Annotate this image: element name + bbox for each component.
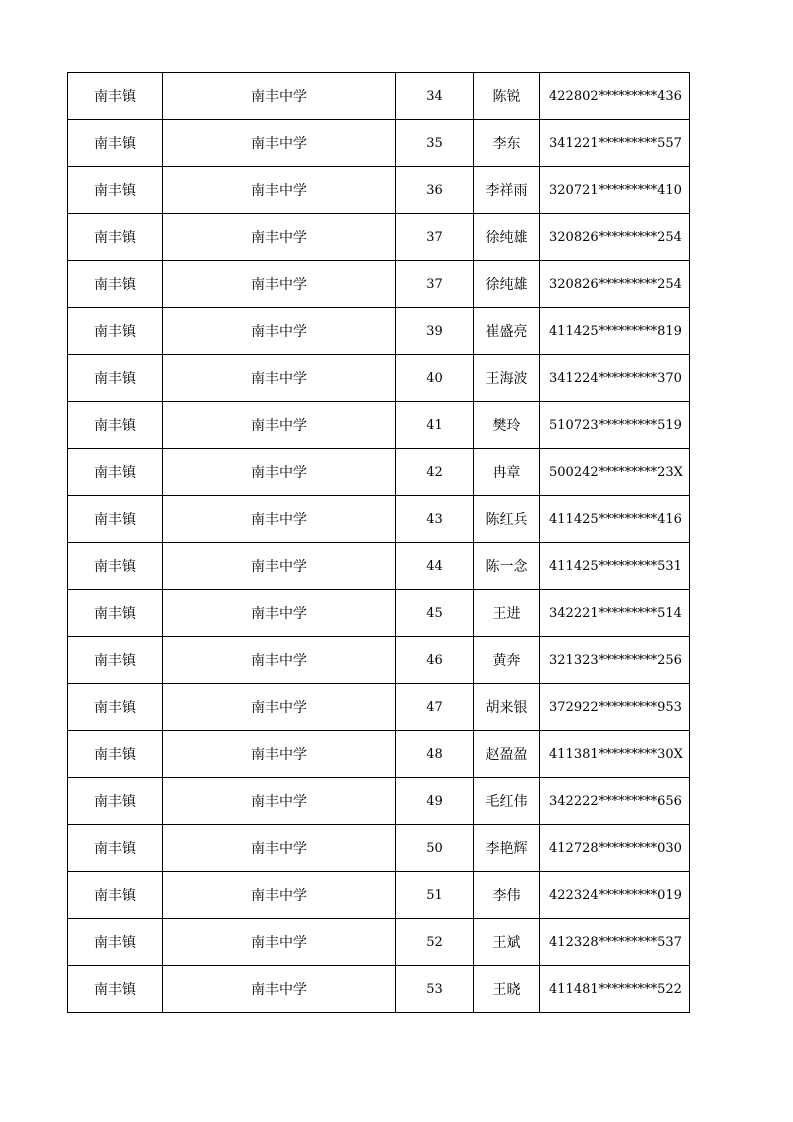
- table-row: [68, 778, 690, 825]
- school-cell: 南丰中学: [163, 308, 396, 355]
- seq-number-cell: 42: [396, 449, 474, 496]
- seq-number-cell: 46: [396, 637, 474, 684]
- name-cell: 陈锐: [474, 73, 540, 120]
- id-number-cell: 422802*********436: [540, 73, 690, 120]
- school-cell: 南丰中学: [163, 543, 396, 590]
- id-number-cell: 320826*********254: [540, 261, 690, 308]
- table-row: [68, 825, 690, 872]
- school-cell: 南丰中学: [163, 966, 396, 1013]
- name-cell: 王海波: [474, 355, 540, 402]
- seq-number-cell: 51: [396, 872, 474, 919]
- school-cell: 南丰中学: [163, 214, 396, 261]
- table-row: [68, 872, 690, 919]
- town-cell: 南丰镇: [68, 872, 163, 919]
- id-number-cell: 342222*********656: [540, 778, 690, 825]
- school-cell: 南丰中学: [163, 872, 396, 919]
- table-row: [68, 261, 690, 308]
- table-row: [68, 214, 690, 261]
- id-number-cell: 411481*********522: [540, 966, 690, 1013]
- id-number-cell: 320721*********410: [540, 167, 690, 214]
- town-cell: 南丰镇: [68, 120, 163, 167]
- table-row: [68, 73, 690, 120]
- town-cell: 南丰镇: [68, 919, 163, 966]
- seq-number-cell: 50: [396, 825, 474, 872]
- town-cell: 南丰镇: [68, 590, 163, 637]
- name-cell: 王晓: [474, 966, 540, 1013]
- seq-number-cell: 34: [396, 73, 474, 120]
- name-cell: 赵盈盈: [474, 731, 540, 778]
- id-number-cell: 412728*********030: [540, 825, 690, 872]
- seq-number-cell: 37: [396, 261, 474, 308]
- seq-number-cell: 37: [396, 214, 474, 261]
- school-cell: 南丰中学: [163, 731, 396, 778]
- seq-number-cell: 45: [396, 590, 474, 637]
- town-cell: 南丰镇: [68, 73, 163, 120]
- name-cell: 李伟: [474, 872, 540, 919]
- name-cell: 徐纯雄: [474, 214, 540, 261]
- id-number-cell: 342221*********514: [540, 590, 690, 637]
- name-cell: 黄奔: [474, 637, 540, 684]
- town-cell: 南丰镇: [68, 496, 163, 543]
- name-cell: 胡来银: [474, 684, 540, 731]
- school-cell: 南丰中学: [163, 449, 396, 496]
- seq-number-cell: 53: [396, 966, 474, 1013]
- id-number-cell: 320826*********254: [540, 214, 690, 261]
- name-cell: 李祥雨: [474, 167, 540, 214]
- seq-number-cell: 49: [396, 778, 474, 825]
- id-number-cell: 321323*********256: [540, 637, 690, 684]
- name-cell: 王斌: [474, 919, 540, 966]
- roster-table: [67, 72, 690, 1013]
- table-row: [68, 684, 690, 731]
- roster-table-body: [68, 73, 690, 1013]
- school-cell: 南丰中学: [163, 496, 396, 543]
- table-row: [68, 543, 690, 590]
- table-row: [68, 402, 690, 449]
- town-cell: 南丰镇: [68, 261, 163, 308]
- id-number-cell: 500242*********23X: [540, 449, 690, 496]
- town-cell: 南丰镇: [68, 966, 163, 1013]
- id-number-cell: 411381*********30X: [540, 731, 690, 778]
- table-row: [68, 355, 690, 402]
- table-row: [68, 167, 690, 214]
- school-cell: 南丰中学: [163, 402, 396, 449]
- id-number-cell: 411425*********819: [540, 308, 690, 355]
- name-cell: 冉章: [474, 449, 540, 496]
- town-cell: 南丰镇: [68, 825, 163, 872]
- school-cell: 南丰中学: [163, 825, 396, 872]
- id-number-cell: 510723*********519: [540, 402, 690, 449]
- seq-number-cell: 48: [396, 731, 474, 778]
- name-cell: 王进: [474, 590, 540, 637]
- id-number-cell: 411425*********416: [540, 496, 690, 543]
- table-row: [68, 966, 690, 1013]
- seq-number-cell: 52: [396, 919, 474, 966]
- name-cell: 李艳辉: [474, 825, 540, 872]
- town-cell: 南丰镇: [68, 543, 163, 590]
- school-cell: 南丰中学: [163, 261, 396, 308]
- id-number-cell: 412328*********537: [540, 919, 690, 966]
- school-cell: 南丰中学: [163, 120, 396, 167]
- table-row: [68, 449, 690, 496]
- town-cell: 南丰镇: [68, 402, 163, 449]
- table-row: [68, 590, 690, 637]
- table-row: [68, 637, 690, 684]
- seq-number-cell: 35: [396, 120, 474, 167]
- id-number-cell: 341224*********370: [540, 355, 690, 402]
- name-cell: 陈一念: [474, 543, 540, 590]
- seq-number-cell: 36: [396, 167, 474, 214]
- seq-number-cell: 41: [396, 402, 474, 449]
- school-cell: 南丰中学: [163, 590, 396, 637]
- town-cell: 南丰镇: [68, 214, 163, 261]
- town-cell: 南丰镇: [68, 637, 163, 684]
- school-cell: 南丰中学: [163, 355, 396, 402]
- name-cell: 崔盛亮: [474, 308, 540, 355]
- town-cell: 南丰镇: [68, 167, 163, 214]
- id-number-cell: 422324*********019: [540, 872, 690, 919]
- table-row: [68, 919, 690, 966]
- name-cell: 徐纯雄: [474, 261, 540, 308]
- seq-number-cell: 43: [396, 496, 474, 543]
- seq-number-cell: 39: [396, 308, 474, 355]
- table-row: [68, 308, 690, 355]
- name-cell: 陈红兵: [474, 496, 540, 543]
- table-row: [68, 496, 690, 543]
- id-number-cell: 411425*********531: [540, 543, 690, 590]
- school-cell: 南丰中学: [163, 919, 396, 966]
- school-cell: 南丰中学: [163, 73, 396, 120]
- name-cell: 樊玲: [474, 402, 540, 449]
- name-cell: 毛红伟: [474, 778, 540, 825]
- town-cell: 南丰镇: [68, 449, 163, 496]
- school-cell: 南丰中学: [163, 684, 396, 731]
- seq-number-cell: 44: [396, 543, 474, 590]
- town-cell: 南丰镇: [68, 308, 163, 355]
- town-cell: 南丰镇: [68, 684, 163, 731]
- seq-number-cell: 40: [396, 355, 474, 402]
- name-cell: 李东: [474, 120, 540, 167]
- town-cell: 南丰镇: [68, 731, 163, 778]
- school-cell: 南丰中学: [163, 637, 396, 684]
- id-number-cell: 341221*********557: [540, 120, 690, 167]
- seq-number-cell: 47: [396, 684, 474, 731]
- town-cell: 南丰镇: [68, 778, 163, 825]
- school-cell: 南丰中学: [163, 778, 396, 825]
- town-cell: 南丰镇: [68, 355, 163, 402]
- table-row: [68, 120, 690, 167]
- table-row: [68, 731, 690, 778]
- school-cell: 南丰中学: [163, 167, 396, 214]
- id-number-cell: 372922*********953: [540, 684, 690, 731]
